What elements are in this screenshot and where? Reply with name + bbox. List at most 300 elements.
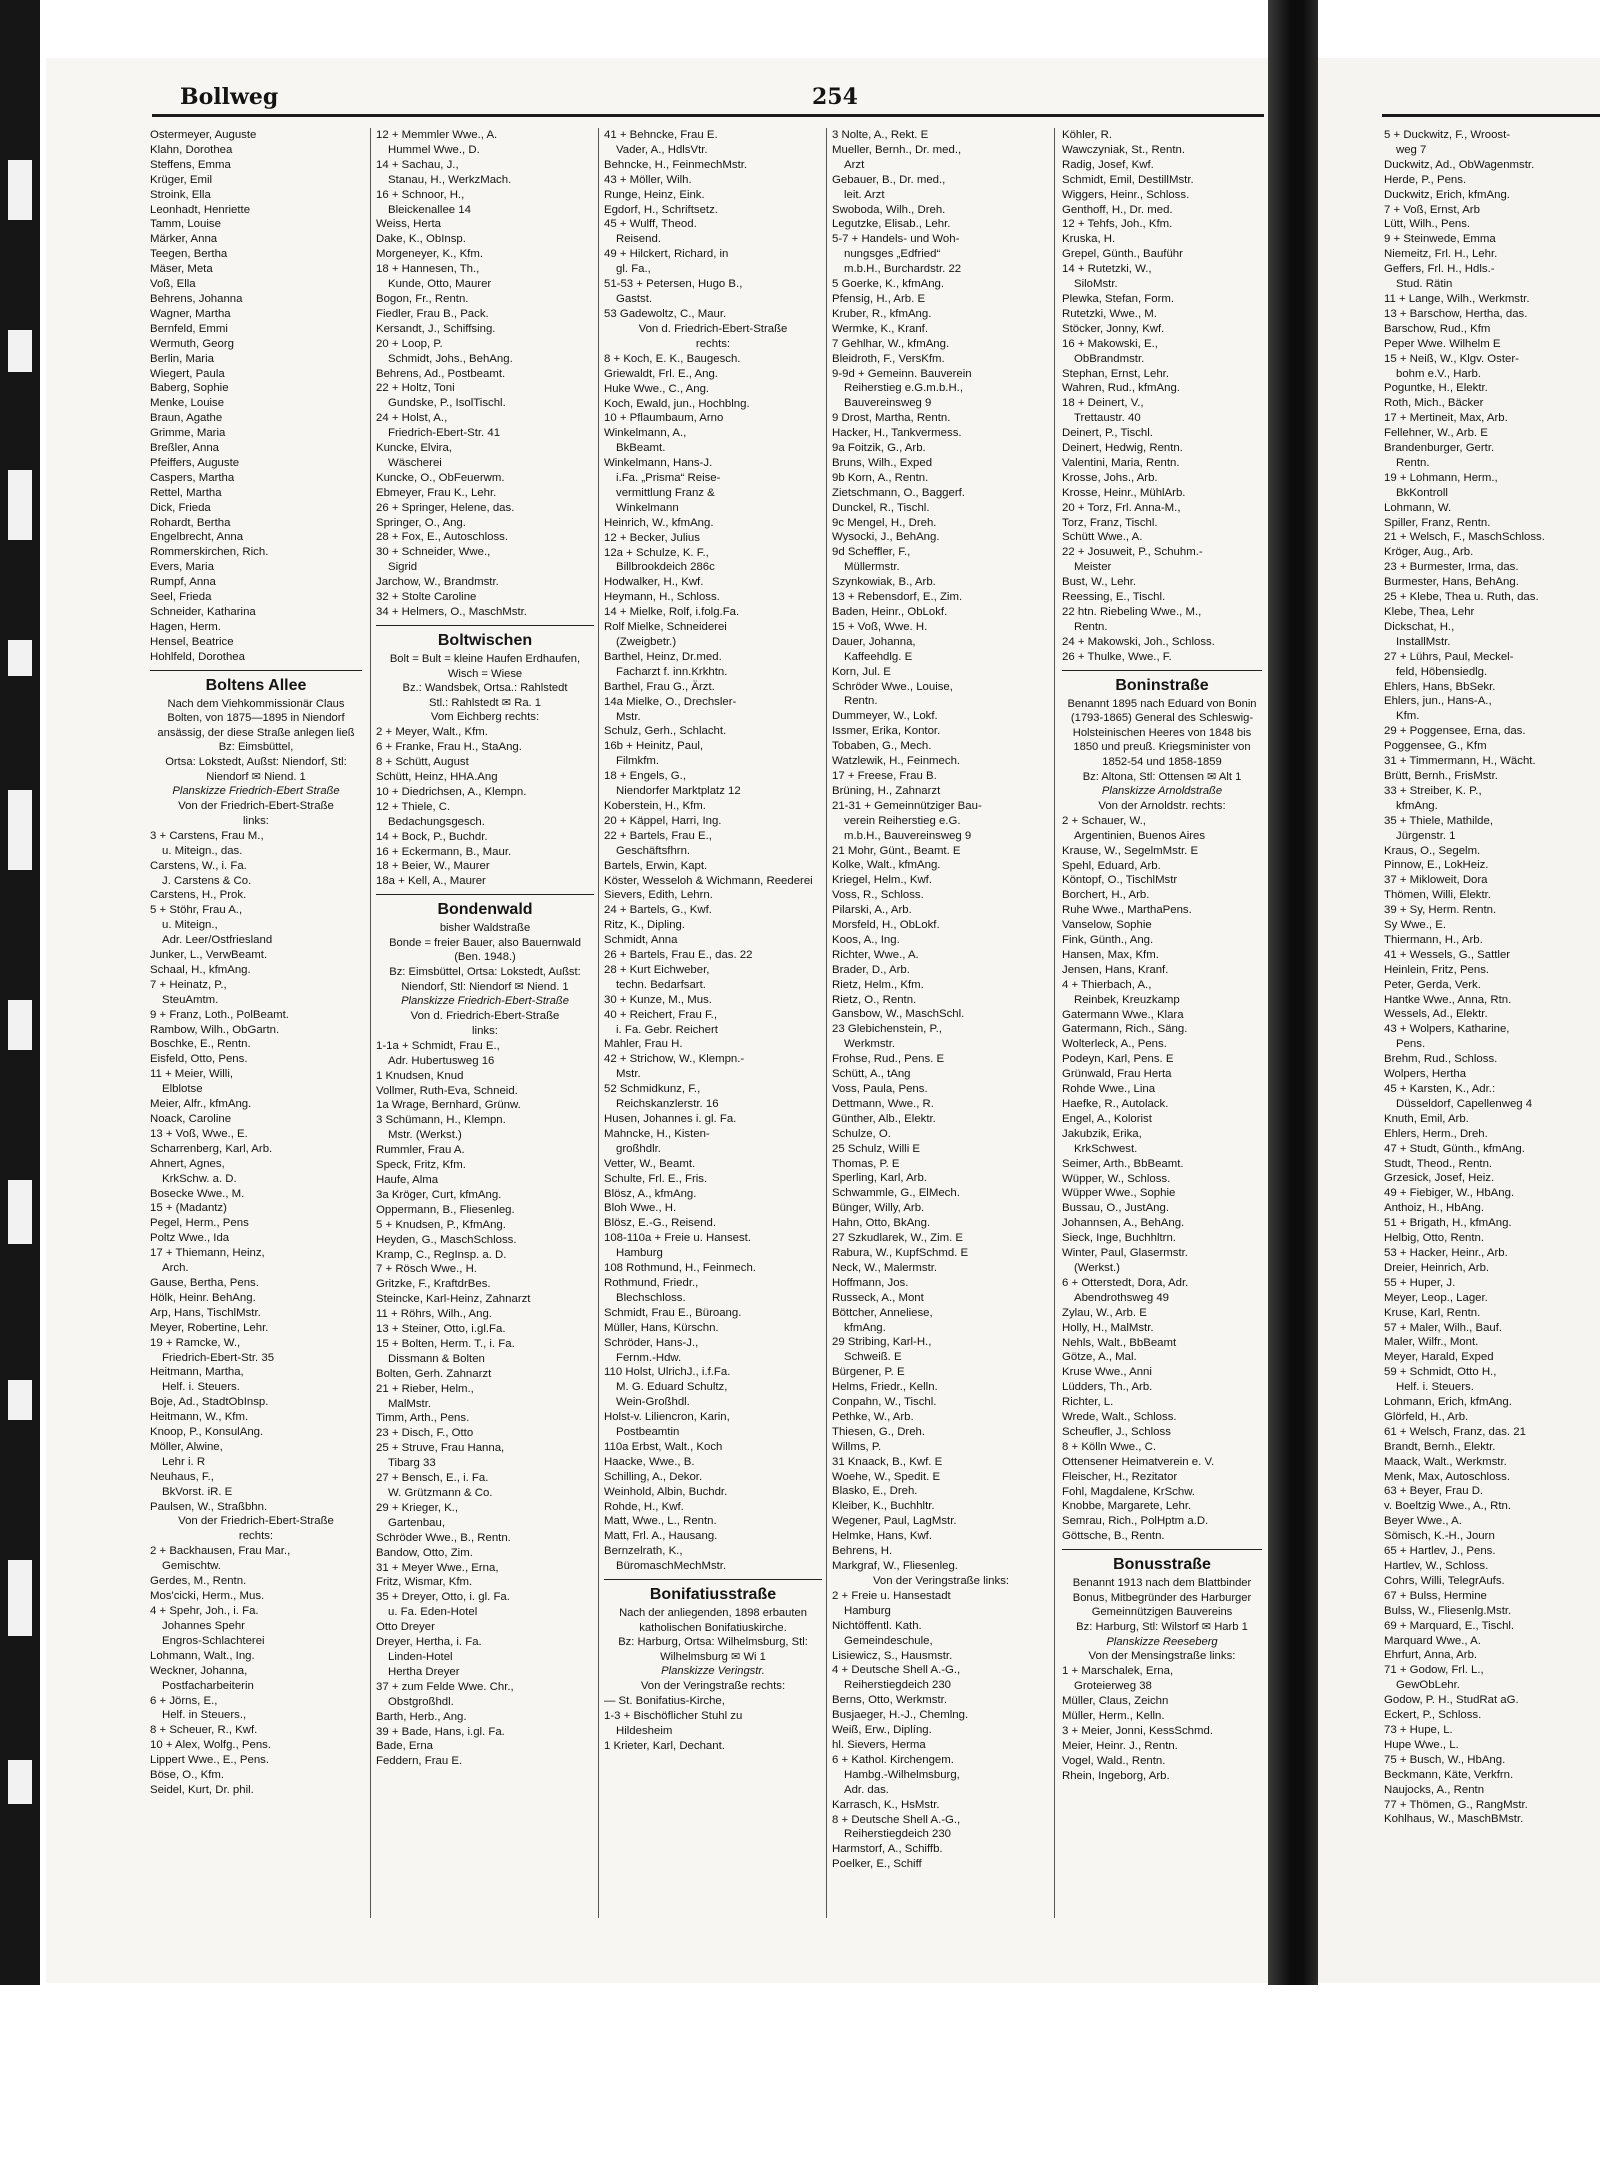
directory-entry: 53 Gadewoltz, C., Maur. — [604, 307, 727, 320]
directory-entry: Sievers, Edith, Lehrn. — [604, 889, 713, 902]
directory-entry: BkBeamt. — [616, 442, 666, 455]
directory-entry: Haufe, Alma — [376, 1173, 439, 1186]
directory-entry: kfmAng. — [844, 1321, 886, 1334]
directory-entry: 51-53 + Petersen, Hugo B., — [604, 278, 743, 291]
directory-entry: Meyer, Robertine, Lehr. — [150, 1321, 269, 1334]
directory-entry: Schütt, Heinz, HHA.Ang — [376, 771, 498, 783]
directory-entry: 1-3 + Bischöflicher Stuhl zu — [604, 1709, 743, 1722]
directory-entry: Morsfeld, H., ObLokf. — [832, 919, 940, 932]
directory-entry: Brüning, H., Zahnarzt — [832, 784, 941, 797]
street-note: Bz: Harburg, Stl: Wilstorf ✉ Harb 1 — [1076, 1620, 1248, 1633]
directory-entry: Willms, P. — [832, 1440, 882, 1453]
directory-entry: Bosecke Wwe., M. — [150, 1187, 245, 1200]
directory-entry: 5 + Stöhr, Frau A., — [150, 904, 243, 917]
directory-entry: Hoffmann, Jos. — [832, 1276, 909, 1289]
directory-entry: Bulss, W., Fliesenlg.Mstr. — [1384, 1604, 1512, 1617]
directory-entry: Obstgroßhdl. — [388, 1695, 454, 1708]
directory-entry: 51 + Brigath, H., kfmAng. — [1384, 1217, 1512, 1230]
directory-entry: Rothmund, Friedr., — [604, 1276, 699, 1289]
directory-entry: MalMstr. — [388, 1397, 432, 1410]
street-note: Bonde = freier Bauer, also Bauernwald (Ben. 1948.) — [389, 936, 581, 964]
directory-entry: Stud. Rätin — [1396, 278, 1453, 291]
directory-entry: Bartels, Erwin, Kapt. — [604, 859, 708, 872]
directory-entry: Stroink, Ella — [150, 188, 211, 201]
directory-entry: Meyer, Leop., Lager. — [1384, 1291, 1488, 1304]
directory-entry: Cohrs, Willi, TelegrAufs. — [1384, 1574, 1505, 1587]
directory-entry: 23 + Disch, F., Otto — [376, 1427, 474, 1440]
directory-entry: Schaal, H., kfmAng. — [150, 963, 251, 976]
directory-entry: Schweiß. E — [844, 1351, 902, 1364]
directory-entry: Kolke, Walt., kfmAng. — [832, 859, 941, 872]
directory-entry: Lohmann, Erich, kfmAng. — [1384, 1396, 1512, 1409]
book-gutter — [1268, 0, 1318, 1985]
spine-mark — [8, 470, 32, 540]
directory-entry: 20 + Käppel, Harri, Ing. — [604, 814, 722, 827]
directory-entry: Sieck, Inge, Buchhltrn. — [1062, 1232, 1176, 1245]
directory-entry: Behrens, Johanna — [150, 292, 243, 305]
directory-entry: Vader, A., HdlsVtr. — [616, 143, 708, 156]
directory-entry: Gerdes, M., Rentn. — [150, 1575, 247, 1588]
directory-entry: Scharrenberg, Karl, Arb. — [150, 1142, 273, 1155]
directory-entry: 10 + Alex, Wolfg., Pens. — [150, 1739, 272, 1752]
directory-entry: nungsges „Edfried“ — [844, 248, 941, 261]
directory-column-5 — [1062, 128, 1262, 1978]
directory-entry: hl. Sievers, Herma — [832, 1738, 926, 1751]
directory-entry: Reichskanzlerstr. 16 — [616, 1098, 719, 1111]
spine-mark — [8, 1380, 32, 1420]
directory-entry: Hansen, Max, Kfm. — [1062, 948, 1159, 961]
directory-entry: Schmidt, Anna — [604, 934, 678, 947]
directory-entry: Fohl, Magdalene, KrSchw. — [1062, 1485, 1195, 1498]
directory-entry: 29 + Poggensee, Erna, das. — [1384, 725, 1526, 738]
directory-entry: feld, Höbensiedlg. — [1396, 665, 1488, 678]
street-title: Boltens Allee — [205, 676, 307, 694]
directory-entry: Schütt, A., tAng — [832, 1068, 911, 1081]
directory-entry: Schulz, Gerh., Schlacht. — [604, 725, 727, 738]
directory-entry: Springer, O., Ang. — [376, 516, 466, 529]
directory-entry: u. Miteign., — [162, 919, 218, 932]
street-direction-heading: Von der Friedrich-Ebert-Straße — [178, 799, 334, 812]
directory-column-4 — [832, 128, 1050, 1978]
directory-entry: Dettmann, Wwe., R. — [832, 1097, 934, 1110]
directory-entry: Schröder Wwe., Louise, — [832, 680, 953, 693]
directory-entry: Rohde, H., Kwf. — [604, 1500, 684, 1513]
directory-entry: Mos'cicki, Herm., Mus. — [150, 1590, 265, 1603]
directory-entry: Knobbe, Margarete, Lehr. — [1062, 1500, 1192, 1513]
directory-entry: 17 + Thiemann, Heinz, — [150, 1247, 265, 1260]
directory-entry: Hodwalker, H., Kwf. — [604, 576, 704, 589]
directory-entry: Timm, Arth., Pens. — [376, 1412, 470, 1425]
directory-entry: Teegen, Bertha — [150, 248, 228, 261]
directory-entry: Brandt, Bernh., Elektr. — [1384, 1440, 1496, 1453]
directory-entry: Werkmstr. — [844, 1038, 896, 1051]
street-note: Nach der anliegenden, 1898 erbauten katholischen Bonifatiuskirche. — [619, 1607, 807, 1634]
directory-entry: Bürgener, P. E — [832, 1366, 905, 1379]
directory-entry: Gritzke, F., KraftdrBes. — [376, 1278, 491, 1291]
directory-entry: Dreyer, Hertha, i. Fa. — [376, 1636, 482, 1649]
directory-entry: Kröger, Aug., Arb. — [1384, 546, 1474, 559]
directory-entry: Rommerskirchen, Rich. — [150, 546, 269, 559]
spine-mark — [8, 330, 32, 372]
directory-entry: Engelbrecht, Anna — [150, 531, 244, 544]
directory-entry: Schneider, Katharina — [150, 606, 256, 618]
directory-entry: 26 + Bartels, Frau E., das. 22 — [604, 949, 753, 962]
directory-entry: 18a + Kell, A., Maurer — [376, 875, 486, 888]
directory-entry: Tibarg 33 — [388, 1457, 436, 1470]
directory-entry: Wiggers, Heinr., Schloss. — [1062, 188, 1190, 201]
directory-entry: SiloMstr. — [1074, 278, 1118, 291]
directory-entry: Maler, Wilfr., Mont. — [1384, 1336, 1479, 1349]
directory-entry: 28 + Kurt Eichweber, — [604, 963, 710, 976]
directory-entry: 61 + Welsch, Franz, das. 21 — [1384, 1425, 1526, 1438]
directory-entry: Ritz, K., Dipling. — [604, 919, 686, 932]
directory-entry: Kfm. — [1396, 710, 1420, 723]
directory-entry: Morgeneyer, K., Kfm. — [376, 248, 483, 261]
directory-entry: Ruhe Wwe., MarthaPens. — [1062, 904, 1192, 917]
directory-entry: Abendrothsweg 49 — [1074, 1291, 1169, 1304]
directory-entry: 9-9d + Gemeinn. Bauverein — [832, 367, 972, 380]
directory-entry: 25 + Klebe, Thea u. Ruth, das. — [1384, 591, 1539, 604]
directory-entry: Rohde Wwe., Lina — [1062, 1083, 1156, 1096]
directory-entry: Johannes Spehr — [162, 1620, 245, 1632]
directory-entry: Seimer, Arth., BbBeamt. — [1062, 1157, 1184, 1170]
directory-entry: Thomas, P. E — [832, 1157, 900, 1170]
directory-entry: 13 + Barschow, Hertha, das. — [1384, 307, 1528, 320]
directory-entry: Matt, Wwe., L., Rentn. — [604, 1515, 717, 1528]
directory-entry: 1 + Marschalek, Erna, — [1062, 1665, 1174, 1678]
directory-entry: 13 + Steiner, Otto, i.gl.Fa. — [376, 1323, 506, 1336]
directory-entry: 40 + Reichert, Frau F., — [604, 1008, 718, 1021]
directory-entry: 31 Knaack, B., Kwf. E — [832, 1455, 943, 1468]
directory-entry: Adr. Hubertusweg 16 — [388, 1054, 495, 1067]
directory-entry: Kruse, Karl, Rentn. — [1384, 1306, 1481, 1319]
directory-entry: Köntopf, O., TischlMstr — [1062, 874, 1178, 887]
directory-entry: Huke Wwe., C., Ang. — [604, 382, 710, 395]
directory-entry: 5-7 + Handels- und Woh- — [832, 233, 960, 246]
directory-entry: Wolterleck, A., Pens. — [1062, 1038, 1167, 1051]
directory-entry: Johannsen, A., BehAng. — [1062, 1217, 1185, 1230]
directory-entry: Jürgenstr. 1 — [1396, 829, 1456, 842]
directory-entry: Lippert Wwe., E., Pens. — [150, 1754, 270, 1767]
directory-entry: Haefke, R., Autolack. — [1062, 1098, 1169, 1110]
street-note: Bolt = Bult = kleine Haufen Erdhaufen, Wisch = Wiese — [389, 652, 581, 680]
directory-entry: 3 Nolte, A., Rekt. E — [832, 129, 929, 141]
directory-entry: 8 + Koch, E. K., Baugesch. — [604, 352, 741, 365]
directory-entry: 41 + Wessels, G., Sattler — [1384, 948, 1511, 961]
directory-entry: Schröder Wwe., B., Rentn. — [376, 1531, 511, 1544]
directory-entry: Bernzelrath, K., — [604, 1545, 683, 1558]
directory-entry: Düsseldorf, Capellenweg 4 — [1396, 1097, 1533, 1110]
directory-entry: 6 + Franke, Frau H., StaAng. — [376, 741, 522, 754]
directory-entry: Kruska, H. — [1062, 233, 1116, 246]
directory-entry: Schmidt, Frau E., Büroang. — [604, 1306, 742, 1319]
directory-entry: Stöcker, Jonny, Kwf. — [1062, 322, 1165, 335]
directory-entry: BkKontroll — [1396, 486, 1448, 499]
directory-entry: Lohmann, W. — [1384, 501, 1452, 514]
directory-entry: (Werkst.) — [1074, 1261, 1120, 1274]
directory-entry: Schütt Wwe., A. — [1062, 531, 1143, 544]
directory-entry: 26 + Springer, Helene, das. — [376, 501, 515, 514]
directory-entry: Dissmann & Bolten — [388, 1352, 485, 1365]
directory-entry: 21-31 + Gemeinnütziger Bau- — [832, 799, 982, 812]
directory-entry: Rohardt, Bertha — [150, 516, 231, 529]
directory-entry: Helf. in Steuers., — [162, 1709, 247, 1722]
directory-entry: Barthel, Heinz, Dr.med. — [604, 650, 722, 663]
directory-entry: Helms, Friedr., Kelln. — [832, 1381, 938, 1394]
directory-entry: Heymann, H., Schloss. — [604, 591, 720, 604]
directory-entry: Winter, Paul, Glasermstr. — [1062, 1247, 1188, 1260]
directory-entry: Kruber, R., kfmAng. — [832, 307, 932, 320]
directory-entry: Kramp, C., RegInsp. a. D. — [376, 1248, 507, 1261]
directory-entry: Noack, Caroline — [150, 1113, 232, 1125]
directory-entry: Heitmann, Martha, — [150, 1366, 244, 1379]
directory-entry: Richter, L. — [1062, 1396, 1114, 1409]
directory-entry: 27 Szkudlarek, W., Zim. E — [832, 1232, 964, 1245]
directory-entry: Bogon, Fr., Rentn. — [376, 292, 469, 305]
directory-entry: Dauer, Johanna, — [832, 635, 916, 648]
directory-entry: Müller, Herm., Kelln. — [1062, 1709, 1165, 1722]
directory-entry: Neck, W., Malermstr. — [832, 1261, 938, 1274]
directory-entry: Winkelmann, Hans-J. — [604, 457, 713, 470]
directory-entry: Vetter, W., Beamt. — [604, 1157, 696, 1170]
directory-entry: 15 + Bolten, Herm. T., i. Fa. — [376, 1337, 515, 1350]
directory-entry: 7 + Rösch Wwe., H. — [376, 1263, 477, 1276]
directory-entry: Bünger, Willy, Arb. — [832, 1202, 925, 1215]
directory-entry: Holly, H., MalMstr. — [1062, 1321, 1154, 1334]
directory-entry: Helf. i. Steuers. — [162, 1381, 240, 1394]
directory-entry: Dake, K., ObInsp. — [376, 233, 466, 246]
directory-entry: Blechschloss. — [616, 1291, 686, 1304]
street-direction-heading: Von der Mensingstraße links: — [1088, 1650, 1236, 1663]
directory-entry: 8 + Schütt, August — [376, 756, 469, 769]
directory-entry: v. Boeltzig Wwe., A., Rtn. — [1384, 1500, 1512, 1513]
section-divider — [604, 1579, 822, 1580]
directory-entry: Wysocki, J., BehAng. — [832, 531, 940, 544]
directory-entry: 49 + Fiebiger, W., HbAng. — [1384, 1187, 1515, 1200]
directory-entry: Böse, O., Kfm. — [150, 1769, 225, 1782]
directory-entry: Dreier, Heinrich, Arb. — [1384, 1261, 1490, 1274]
directory-entry: Seel, Frieda — [150, 591, 212, 604]
directory-entry: 53 + Hacker, Heinr., Arb. — [1384, 1246, 1508, 1259]
directory-entry: 16 + Makowski, E., — [1062, 337, 1158, 350]
directory-entry: Pens. — [1396, 1038, 1426, 1051]
directory-entry: 2 + Meyer, Walt., Kfm. — [376, 726, 488, 739]
street-note: Planskizze Friedrich-Ebert-Straße — [401, 995, 569, 1008]
directory-entry: Reiherstieg e.G.m.b.H., — [844, 382, 964, 395]
directory-entry: Brader, D., Arb. — [832, 963, 910, 976]
street-direction-heading: Von der Veringstraße rechts: — [640, 1680, 786, 1693]
section-divider — [376, 625, 594, 626]
directory-entry: 23 Glebichenstein, P., — [832, 1023, 942, 1036]
directory-entry: Argentinien, Buenos Aires — [1074, 829, 1206, 842]
directory-entry: Russeck, A., Mont — [832, 1291, 924, 1304]
directory-entry: 16 + Schnoor, H., — [376, 188, 465, 201]
directory-entry: Groteierweg 38 — [1074, 1680, 1152, 1693]
directory-entry: Kuncke, Elvira, — [376, 442, 452, 455]
directory-entry: Lüdders, Th., Arb. — [1062, 1381, 1153, 1394]
directory-entry: Krosse, Johs., Arb. — [1062, 471, 1158, 484]
directory-entry: Wolpers, Hertha — [1384, 1068, 1467, 1081]
directory-entry: Deinert, P., Tischl. — [1062, 427, 1153, 440]
directory-entry: 30 + Schneider, Wwe., — [376, 546, 491, 559]
directory-entry: Grünwald, Frau Herta — [1062, 1068, 1172, 1081]
directory-entry: 14 + Sachau, J., — [376, 158, 459, 171]
directory-entry: Gartenbau, — [388, 1516, 445, 1529]
directory-entry: Torz, Franz, Tischl. — [1062, 516, 1158, 529]
directory-entry: Niemeitz, Frl. H., Lehr. — [1384, 248, 1498, 261]
directory-entry: 3a Kröger, Curt, kfmAng. — [376, 1188, 502, 1201]
directory-entry: Jensen, Hans, Kranf. — [1062, 963, 1169, 976]
directory-entry: Hildesheim — [616, 1724, 673, 1737]
directory-entry: Gatermann Wwe., Klara — [1062, 1008, 1184, 1021]
directory-entry: 13 + Voß, Wwe., E. — [150, 1127, 248, 1140]
directory-entry: 15 + Neiß, W., Klgv. Oster- — [1384, 352, 1519, 365]
street-direction-heading: Von d. Friedrich-Ebert-Straße — [410, 1009, 560, 1022]
directory-entry: Menke, Louise — [150, 397, 225, 410]
directory-entry: 37 + zum Felde Wwe. Chr., — [376, 1680, 514, 1693]
directory-entry: W. Grützmann & Co. — [388, 1487, 493, 1499]
directory-entry: 110a Erbst, Walt., Koch — [604, 1440, 723, 1453]
directory-entry: Pegel, Herm., Pens — [150, 1217, 249, 1230]
directory-entry: Schmidt, Johs., BehAng. — [388, 352, 513, 365]
directory-entry: 14 + Bock, P., Buchdr. — [376, 830, 488, 843]
directory-entry: Hölk, Heinr. BehAng. — [150, 1291, 256, 1304]
directory-entry: Tamm, Louise — [150, 218, 221, 231]
directory-entry: 24 + Holst, A., — [376, 412, 448, 425]
directory-entry: Holst-v. Liliencron, Karin, — [604, 1411, 730, 1424]
directory-entry: 41 + Behncke, Frau E. — [604, 129, 718, 141]
directory-entry: 11 + Meier, Willi, — [150, 1068, 234, 1081]
directory-entry: 12 + Thiele, C. — [376, 800, 451, 813]
street-direction-heading: rechts: — [238, 1530, 274, 1543]
directory-entry: Kuncke, O., ObFeuerwm. — [376, 471, 505, 484]
directory-entry: Kleiber, K., Buchhltr. — [832, 1500, 935, 1513]
directory-entry: Fink, Günth., Ang. — [1062, 934, 1154, 947]
directory-entry: Winkelmann, A., — [604, 427, 687, 440]
directory-entry: 12 + Becker, Julius — [604, 531, 700, 544]
section-divider — [1062, 1549, 1262, 1550]
directory-entry: weg 7 — [1396, 143, 1427, 156]
directory-entry: 34 + Helmers, O., MaschMstr. — [376, 606, 527, 618]
directory-entry: Mstr. — [616, 710, 641, 723]
directory-entry: Wahren, Rud., kfmAng. — [1062, 382, 1180, 395]
directory-entry: Blasko, E., Dreh. — [832, 1485, 918, 1498]
directory-entry: Baberg, Sophie — [150, 382, 229, 395]
directory-entry: 65 + Hartlev, J., Pens. — [1384, 1545, 1496, 1558]
directory-entry: Bade, Erna — [376, 1740, 433, 1753]
directory-entry: Rentn. — [844, 695, 878, 708]
directory-entry: 57 + Maler, Wilh., Bauf. — [1384, 1321, 1503, 1334]
directory-entry: Roth, Mich., Bäcker — [1384, 397, 1484, 410]
directory-entry: Ehlers, jun., Hans-A., — [1384, 695, 1492, 708]
directory-entry: Studt, Theod., Rentn. — [1384, 1157, 1493, 1170]
directory-entry: Frohse, Rud., Pens. E — [832, 1053, 945, 1066]
directory-entry: Fellehner, W., Arb. E — [1384, 427, 1488, 440]
directory-entry: gl. Fa., — [616, 263, 651, 276]
directory-entry: Sperling, Karl, Arb. — [832, 1172, 927, 1185]
directory-entry: Reiherstiegdeich 230 — [844, 1828, 952, 1841]
directory-entry: Arch. — [162, 1262, 189, 1275]
directory-entry: Müller, Claus, Zeichn — [1062, 1694, 1169, 1707]
directory-entry: Eckert, P., Schloss. — [1384, 1709, 1482, 1722]
directory-entry: m.b.H., Bauvereinsweg 9 — [844, 829, 972, 842]
column-rule — [826, 128, 827, 1918]
directory-entry: Mahler, Frau H. — [604, 1038, 683, 1051]
directory-entry: Lohmann, Walt., Ing. — [150, 1649, 255, 1662]
directory-entry: Barthel, Frau G., Ärzt. — [604, 680, 715, 693]
directory-entry: Hertha Dreyer — [388, 1665, 460, 1678]
directory-entry: Vanselow, Sophie — [1062, 919, 1152, 932]
directory-entry: Adr. Leer/Ostfriesland — [162, 934, 273, 947]
directory-entry: Jakubzik, Erika, — [1062, 1127, 1142, 1140]
directory-entry: 18 + Hannesen, Th., — [376, 263, 480, 276]
directory-entry: Neuhaus, F., — [150, 1470, 214, 1483]
directory-entry: Wiegert, Paula — [150, 367, 225, 380]
directory-entry: GewObLehr. — [1396, 1679, 1460, 1692]
directory-entry: Heitmann, W., Kfm. — [150, 1411, 249, 1424]
directory-entry: 15 + Voß, Wwe. H. — [832, 620, 928, 633]
directory-entry: 25 Schulz, Willi E — [832, 1142, 920, 1155]
spine-mark — [8, 160, 32, 220]
directory-entry: Helf. i. Steuers. — [1396, 1381, 1474, 1394]
directory-entry: SteuAmtm. — [162, 993, 219, 1006]
directory-entry: 17 + Mertineit, Max, Arb. — [1384, 412, 1508, 425]
directory-entry: Matt, Frl. A., Hausang. — [604, 1530, 718, 1543]
directory-entry: 5 + Duckwitz, F., Wroost- — [1384, 129, 1511, 141]
directory-entry: Hamburg — [616, 1247, 663, 1260]
directory-entry: 32 + Stolte Caroline — [376, 591, 477, 604]
directory-entry: Götze, A., Mal. — [1062, 1351, 1137, 1364]
directory-entry: 1a Wrage, Bernhard, Grünw. — [376, 1099, 521, 1112]
directory-entry: 31 + Meyer Wwe., Erna, — [376, 1561, 499, 1574]
directory-entry: 8 + Kölln Wwe., C. — [1062, 1440, 1157, 1453]
directory-entry: Dick, Frieda — [150, 501, 211, 514]
directory-entry: Sömisch, K.-H., Journ — [1384, 1530, 1495, 1543]
directory-entry: 1-1a + Schmidt, Frau E., — [376, 1039, 500, 1052]
directory-entry: 17 + Freese, Frau B. — [832, 769, 937, 782]
directory-entry: Fritz, Wismar, Kfm. — [376, 1576, 473, 1589]
directory-entry: 28 + Fox, E., Autoschloss. — [376, 531, 509, 544]
directory-entry: Mahncke, H., Kisten- — [604, 1127, 710, 1140]
directory-entry: Runge, Heinz, Eink. — [604, 188, 705, 201]
directory-entry: Weinhold, Albin, Buchdr. — [604, 1485, 728, 1498]
directory-entry: 9c Mengel, H., Dreh. — [832, 516, 937, 529]
street-note: Bz: Eimsbüttel, Ortsa: Lokstedt, Außst: Niendorf, Stl: Niendorf ✉ Niend. 1 — [389, 966, 581, 993]
directory-entry: 20 + Torz, Frl. Anna-M., — [1062, 501, 1181, 514]
directory-entry: Mstr. (Werkst.) — [388, 1129, 462, 1142]
book-spine — [0, 0, 40, 1985]
directory-entry: Helmke, Hans, Kwf. — [832, 1530, 933, 1543]
directory-entry: 24 + Bartels, G., Kwf. — [604, 904, 712, 917]
directory-entry: 39 + Sy, Herm. Rentn. — [1384, 904, 1497, 917]
directory-entry: Filmkfm. — [616, 755, 660, 768]
directory-entry: Anthoiz, H., HbAng. — [1384, 1202, 1485, 1215]
directory-entry: Seidel, Kurt, Dr. phil. — [150, 1783, 254, 1796]
street-direction-heading: rechts: — [695, 337, 731, 350]
directory-entry: Boje, Ad., StadtObInsp. — [150, 1396, 269, 1409]
directory-entry: 75 + Busch, W., HbAng. — [1384, 1753, 1506, 1766]
directory-entry: 16 + Eckermann, B., Maur. — [376, 845, 512, 858]
directory-entry: 73 + Hupe, L. — [1384, 1723, 1453, 1736]
column-rule — [598, 128, 599, 1918]
directory-entry: leit. Arzt — [844, 188, 885, 201]
directory-entry: Schröder, Hans-J., — [604, 1336, 699, 1349]
street-title: Bondenwald — [437, 901, 533, 919]
directory-entry: 12 + Memmler Wwe., A. — [376, 129, 498, 141]
directory-entry: Arp, Hans, TischlMstr. — [150, 1306, 261, 1319]
street-title: Boninstraße — [1115, 676, 1209, 694]
directory-entry: Voss, Paula, Pens. — [832, 1083, 928, 1095]
